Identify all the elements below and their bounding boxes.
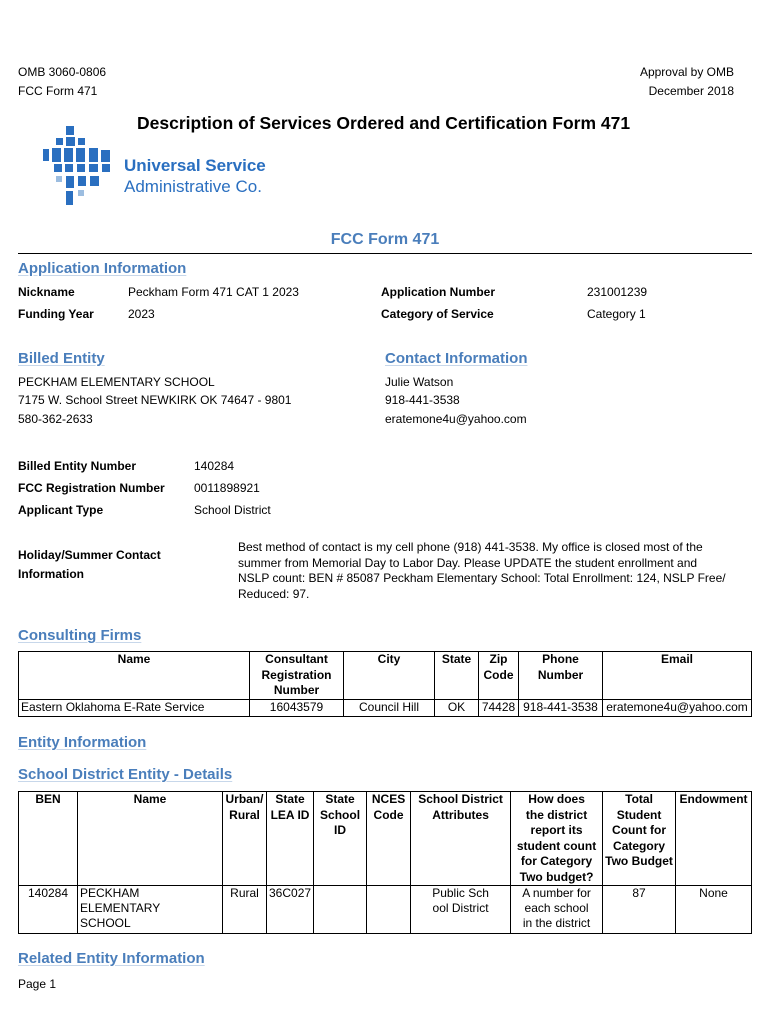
billed-entity-phone: 580-362-2633 — [18, 412, 93, 426]
nickname-label: Nickname — [18, 285, 75, 299]
lea-h1: State — [275, 792, 305, 806]
consulting-header-row — [19, 652, 752, 700]
zip-h2: Code — [483, 667, 514, 682]
col-attributes — [411, 792, 511, 886]
entity-how-3: in the district — [522, 916, 591, 930]
nces-h2: Code — [373, 807, 404, 822]
holiday-contact-label-2: Information — [18, 567, 84, 581]
application-number-value: 231001239 — [587, 285, 648, 299]
holiday-contact-text — [238, 540, 726, 603]
entity-name-2: SCHOOL — [80, 916, 131, 930]
urban-h1: Urban/ — [225, 792, 264, 806]
billed-entity-address: 7175 W. School Street NEWKIRK OK 74647 - 9801 — [18, 393, 292, 407]
page-title: Description of Services Ordered and Certification Form 471 — [137, 113, 631, 133]
phone-h1: Phone — [542, 652, 579, 666]
entity-lea: 36C027 — [267, 886, 314, 934]
table-row — [19, 886, 752, 934]
school-h3: ID — [334, 823, 347, 837]
form-name: FCC Form 471 — [18, 84, 98, 98]
category-label: Category of Service — [381, 307, 494, 321]
col-registration — [250, 652, 344, 700]
school-district-subtitle: School District Entity - Details — [18, 766, 233, 783]
col-ben: BEN — [19, 792, 78, 886]
entity-attr-1: Public Sch — [432, 886, 489, 900]
entity-name — [78, 886, 223, 934]
application-number-label: Application Number — [381, 285, 496, 299]
entity-urban: Rural — [223, 886, 267, 934]
entity-header-row — [19, 792, 752, 886]
form-heading: FCC Form 471 — [330, 231, 440, 248]
billed-entity-name: PECKHAM ELEMENTARY SCHOOL — [18, 375, 215, 389]
col-entity-name: Name — [78, 792, 223, 886]
entity-how-1: A number for — [522, 886, 591, 900]
entity-name-1: PECKHAM ELEMENTARY — [80, 886, 161, 915]
attr-h1: School District — [418, 792, 503, 806]
urban-h2: Rural — [229, 807, 260, 822]
entity-how-report — [511, 886, 603, 934]
total-h3: Count for — [612, 823, 667, 837]
application-section-title: Application Information — [18, 260, 187, 277]
phone-h2: Number — [537, 667, 584, 682]
attr-h2: Attributes — [432, 807, 489, 822]
contact-phone: 918-441-3538 — [385, 393, 460, 407]
entity-ben: 140284 — [19, 886, 78, 934]
consultant-name: Eastern Oklahoma E-Rate Service — [19, 700, 250, 717]
reg-h1: Consultant — [265, 652, 328, 666]
col-school-id — [314, 792, 367, 886]
omb-approval: Approval by OMB — [639, 65, 734, 79]
school-h1: State — [325, 792, 355, 806]
omb-number: OMB 3060-0806 — [18, 65, 107, 79]
total-h2: Student — [616, 807, 662, 822]
total-h5: Two Budget — [605, 854, 673, 868]
usac-logo-text — [124, 155, 266, 197]
how-h3: report its — [530, 823, 583, 837]
col-name: Name — [19, 652, 250, 700]
col-lea — [267, 792, 314, 886]
entity-nces — [367, 886, 411, 934]
reg-h3: Number — [273, 683, 320, 697]
how-h4: student count — [516, 838, 597, 853]
logo-line-1: Universal Service — [124, 156, 266, 175]
how-h2: the district — [525, 807, 588, 822]
total-h1: Total — [625, 792, 653, 806]
contact-name: Julie Watson — [385, 375, 454, 389]
col-zip — [479, 652, 519, 700]
fcc-registration-label: FCC Registration Number — [18, 481, 165, 495]
contact-email: eratemone4u@yahoo.com — [385, 412, 527, 426]
holiday-line-2: summer from Memorial Day to Labor Day. Please UPDATE the student enrollment and — [238, 555, 698, 570]
ben-label: Billed Entity Number — [18, 459, 137, 473]
usac-logo-icon — [40, 124, 115, 214]
holiday-line-4: Reduced: 97. — [238, 587, 310, 602]
how-h5: for Category — [520, 854, 593, 868]
consultant-city: Council Hill — [344, 700, 435, 717]
col-phone — [519, 652, 603, 700]
consulting-firms-table — [18, 651, 752, 717]
ben-value: 140284 — [194, 459, 235, 473]
applicant-type-value: School District — [194, 503, 271, 517]
funding-year-value: 2023 — [128, 307, 155, 321]
heading-divider — [18, 253, 752, 254]
consultant-email: eratemone4u@yahoo.com — [603, 700, 752, 717]
zip-h1: Zip — [489, 652, 508, 666]
col-city: City — [344, 652, 435, 700]
form-date: December 2018 — [648, 84, 734, 98]
nces-h1: NCES — [371, 792, 406, 806]
category-value: Category 1 — [587, 307, 646, 321]
consultant-zip: 74428 — [479, 700, 519, 717]
lea-h2: LEA ID — [270, 807, 310, 822]
billed-entity-section-title: Billed Entity — [18, 350, 105, 367]
related-section-title: Related Entity Information — [18, 950, 205, 967]
entity-endowment: None — [676, 886, 752, 934]
holiday-contact-label-1: Holiday/Summer Contact — [18, 548, 161, 562]
fcc-registration-value: 0011898921 — [194, 481, 260, 495]
contact-section-title: Contact Information — [385, 350, 528, 367]
entity-how-2: each school — [524, 901, 589, 915]
entity-attributes — [411, 886, 511, 934]
nickname-value: Peckham Form 471 CAT 1 2023 — [128, 285, 299, 299]
how-h6: Two budget? — [519, 869, 594, 884]
holiday-line-1: Best method of contact is my cell phone (918) 441-3538. My office is closed most of the — [238, 540, 703, 554]
col-total-student — [603, 792, 676, 886]
entity-attr-2: ool District — [432, 901, 489, 915]
consultant-reg: 16043579 — [250, 700, 344, 717]
consulting-section-title: Consulting Firms — [18, 627, 142, 644]
col-endowment: Endowment — [676, 792, 752, 886]
col-state: State — [435, 652, 479, 700]
page-number: Page 1 — [18, 977, 57, 991]
school-district-table — [18, 791, 752, 934]
reg-h2: Registration — [261, 667, 332, 682]
consultant-phone: 918-441-3538 — [519, 700, 603, 717]
col-how-report — [511, 792, 603, 886]
table-row — [19, 700, 752, 717]
how-h1: How does — [528, 792, 585, 806]
col-nces — [367, 792, 411, 886]
entity-school-id — [314, 886, 367, 934]
entity-section-title: Entity Information — [18, 734, 147, 751]
funding-year-label: Funding Year — [18, 307, 94, 321]
logo-line-2: Administrative Co. — [124, 177, 262, 196]
total-h4: Category — [613, 838, 666, 853]
school-h2: School — [320, 807, 361, 822]
entity-total: 87 — [603, 886, 676, 934]
applicant-type-label: Applicant Type — [18, 503, 104, 517]
col-urban — [223, 792, 267, 886]
holiday-line-3: NSLP count: BEN # 85087 Peckham Elementary School: Total Enrollment: 124, NSLP Free/ — [238, 571, 726, 586]
col-email: Email — [603, 652, 752, 700]
consultant-state: OK — [435, 700, 479, 717]
